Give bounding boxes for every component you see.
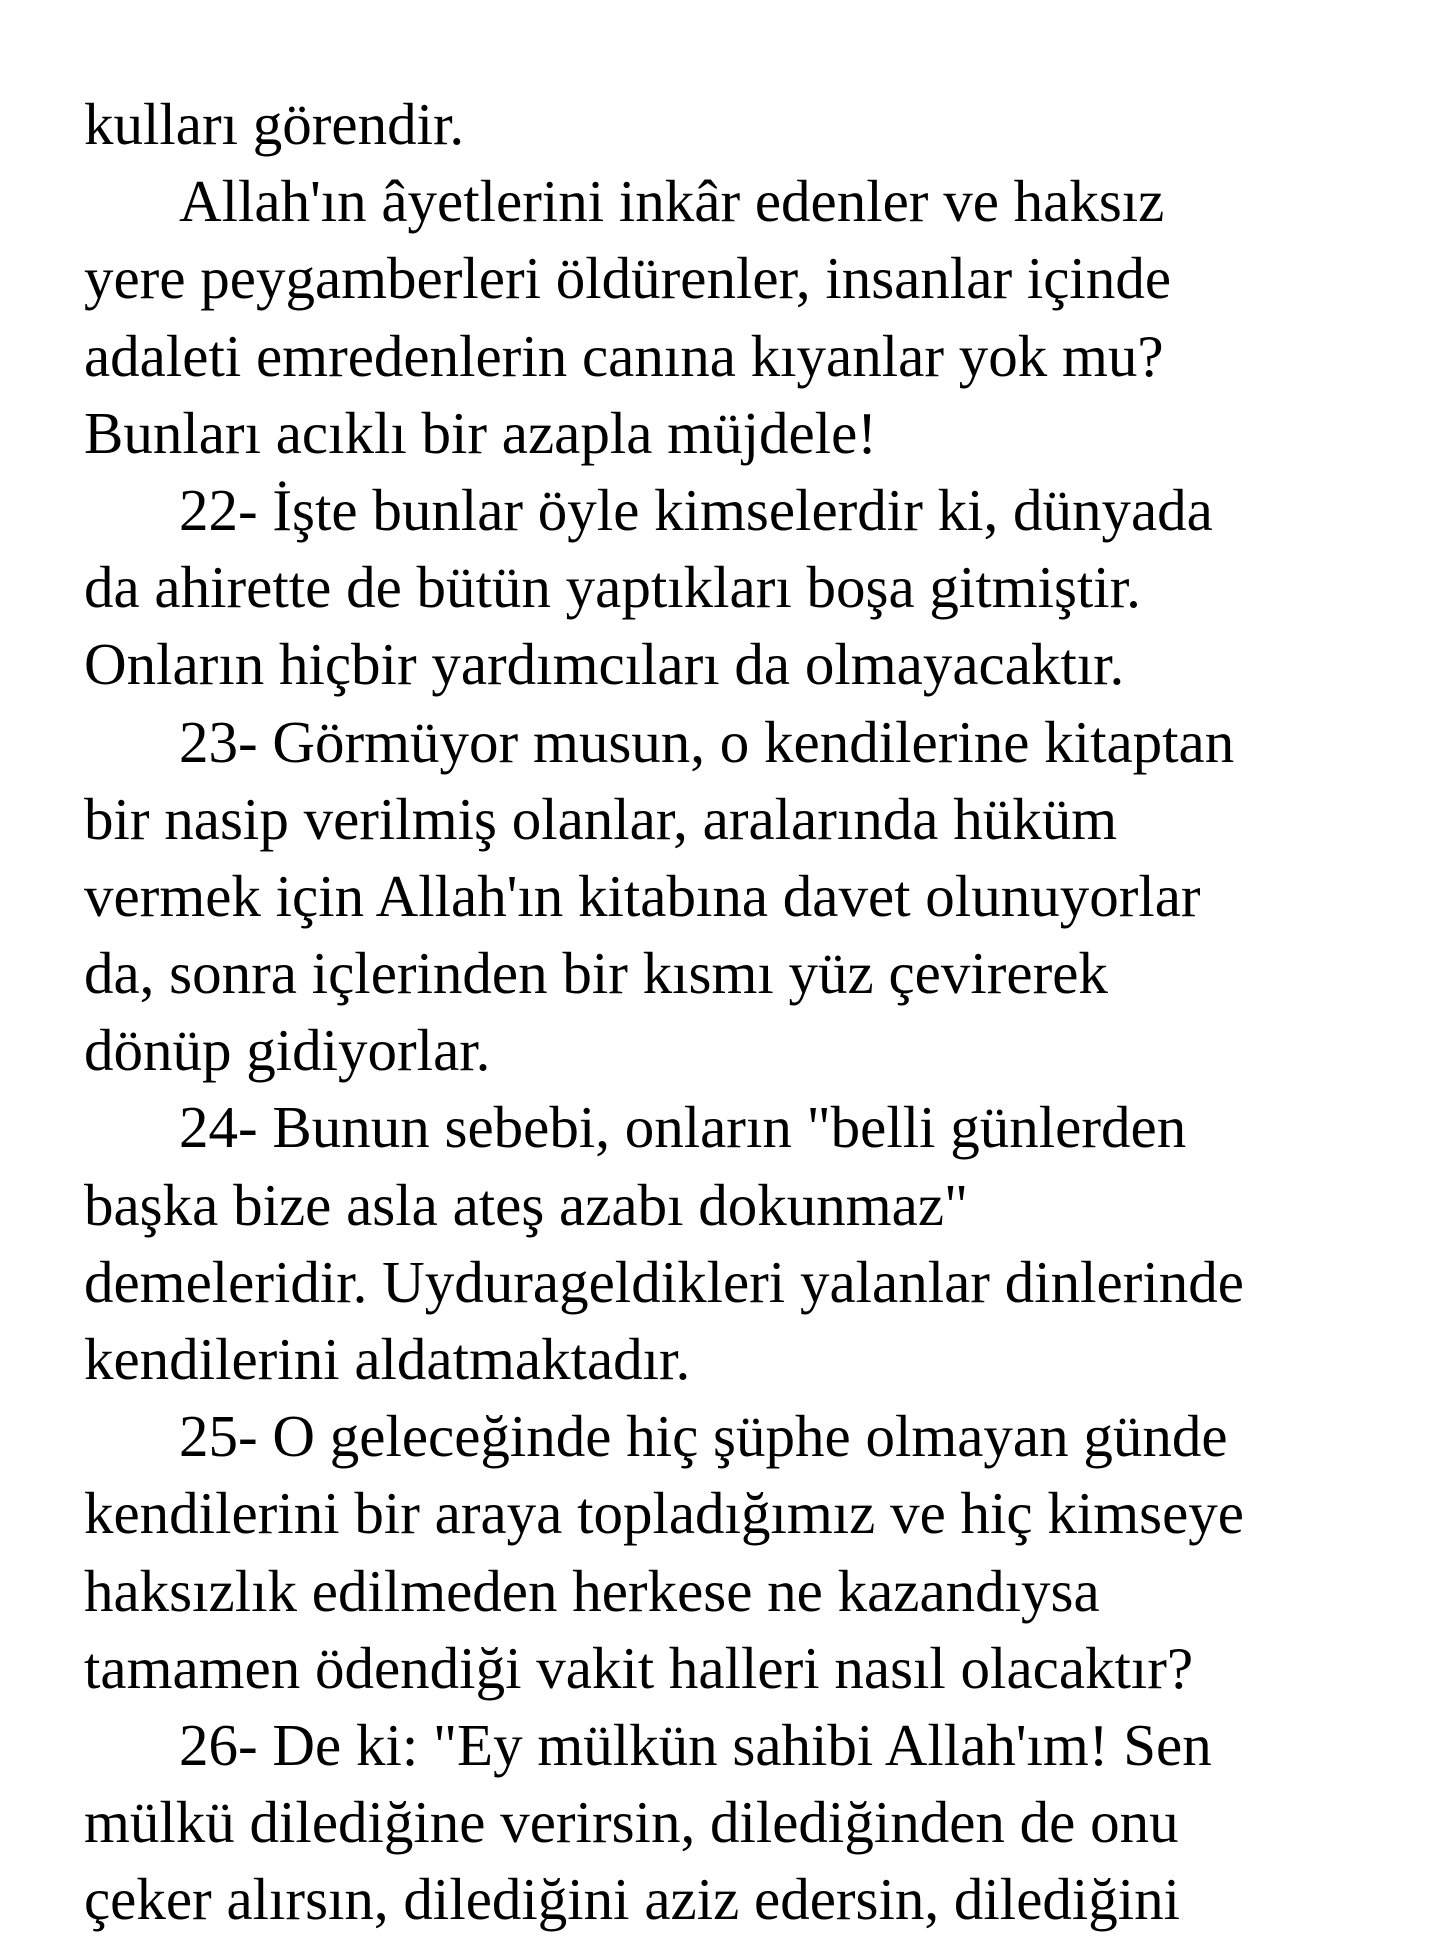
text-line: Onların hiçbir yardımcıları da olmayacaktır. xyxy=(84,631,1125,698)
verse-22-first-line: 22- İşte bunlar öyle kimselerdir ki, dünyada xyxy=(179,476,1213,543)
text-line: haksızlık edilmeden herkese ne kazandıysa xyxy=(84,1557,1100,1624)
text-line: başka bize asla ateş azabı dokunmaz" xyxy=(84,1171,969,1238)
text-line: çeker alırsın, dilediğini aziz edersin, dilediğini xyxy=(84,1866,1181,1933)
text-line: dönüp gidiyorlar. xyxy=(84,1017,491,1084)
text-line: kulları görendir. xyxy=(84,91,465,157)
text-line: kendilerini bir araya topladığımız ve hiç kimseye xyxy=(84,1480,1244,1547)
text-line: tamamen ödendiği vakit halleri nasıl olacaktır? xyxy=(84,1634,1194,1701)
text-line: mülkü dilediğine verirsin, dilediğinden de onu xyxy=(84,1789,1179,1856)
text-line: vermek için Allah'ın kitabına davet olunuyorlar xyxy=(84,862,1201,929)
body-text xyxy=(84,86,1404,1939)
text-line: bir nasip verilmiş olanlar, aralarında hüküm xyxy=(84,785,1118,852)
text-line: da ahirette de bütün yaptıkları boşa gitmiştir. xyxy=(84,554,1141,621)
verse-24-first-line: 24- Bunun sebebi, onların "belli günlerden xyxy=(179,1094,1187,1161)
text-line: adaleti emredenlerin canına kıyanlar yok mu? xyxy=(84,322,1164,389)
text-line: Bunları acıklı bir azapla müjdele! xyxy=(84,399,877,466)
verse-26-first-line: 26- De ki: "Ey mülkün sahibi Allah'ım! Sen xyxy=(179,1711,1212,1778)
paragraph-first-line: Allah'ın âyetlerini inkâr edenler ve haksız xyxy=(179,168,1165,235)
verse-25-first-line: 25- O geleceğinde hiç şüphe olmayan günde xyxy=(179,1403,1228,1470)
text-line: da, sonra içlerinden bir kısmı yüz çevirerek xyxy=(84,940,1108,1007)
text-line: demeleridir. Uydurageldikleri yalanlar dinlerinde xyxy=(84,1248,1244,1315)
verse-23-first-line: 23- Görmüyor musun, o kendilerine kitaptan xyxy=(179,708,1235,775)
text-line: yere peygamberleri öldürenler, insanlar içinde xyxy=(84,245,1172,312)
text-line: kendilerini aldatmaktadır. xyxy=(84,1326,691,1392)
